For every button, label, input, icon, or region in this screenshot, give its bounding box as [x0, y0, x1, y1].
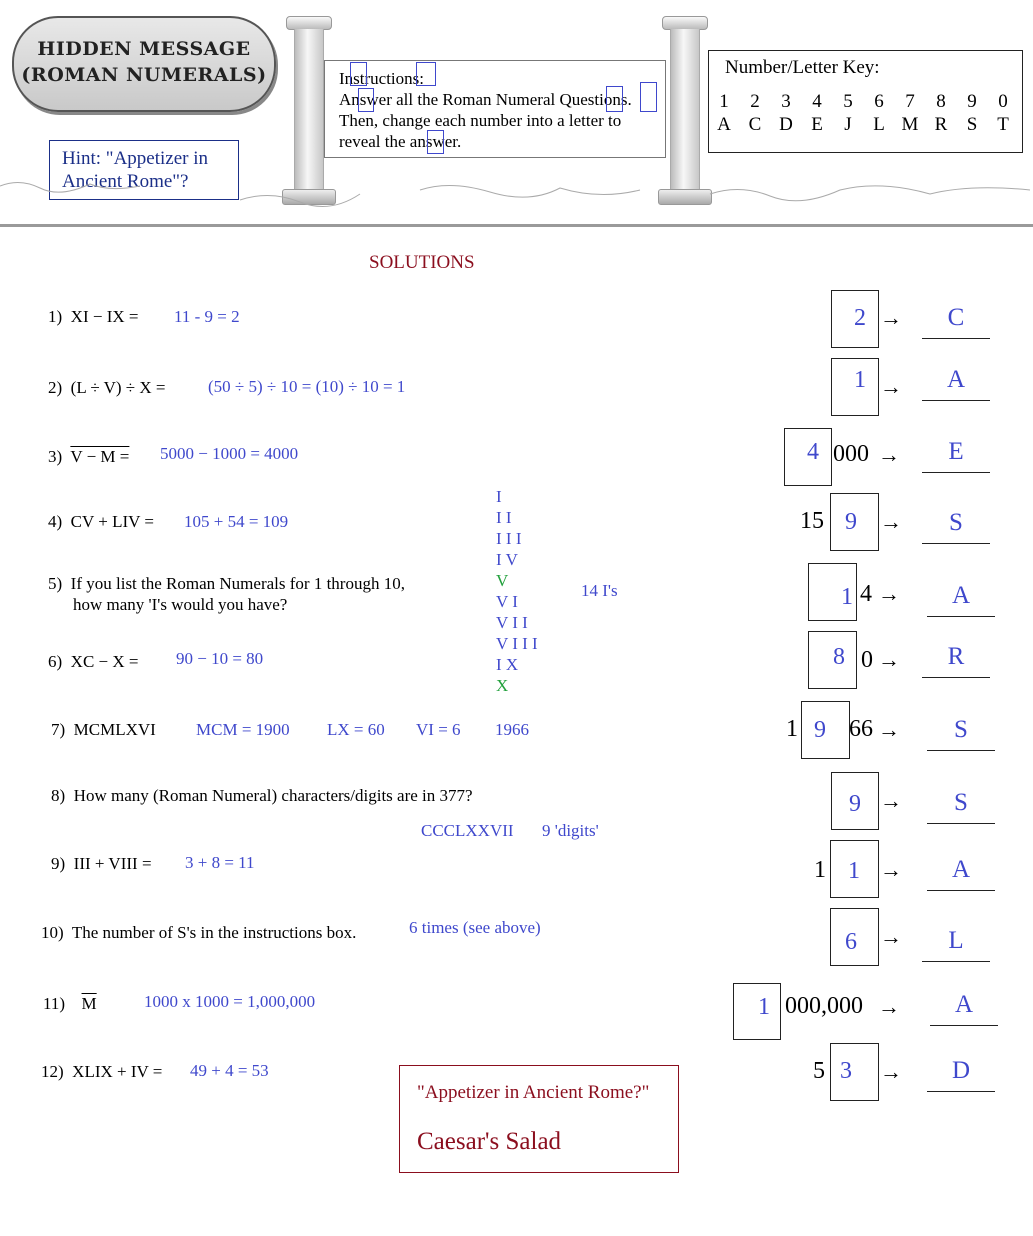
work-12: 49 + 4 = 53: [190, 1061, 269, 1080]
title-line-1: HIDDEN MESSAGE: [37, 38, 251, 60]
arrow-icon: →: [878, 994, 900, 1019]
answer-letter: C: [922, 298, 990, 339]
arrow-icon: →: [880, 857, 902, 882]
arrow-icon: →: [880, 374, 902, 399]
answer-letter: A: [922, 360, 990, 401]
question-8: 8) How many (Roman Numeral) characters/digits are in 377?: [51, 786, 473, 805]
answer-letter: R: [922, 637, 990, 678]
digit-suffix: 4: [860, 581, 872, 607]
question-3: 3) V − M =: [48, 447, 130, 466]
digit-box: 9: [831, 772, 879, 830]
answer-letter: D: [927, 1051, 995, 1092]
digit-box: 3: [830, 1043, 879, 1101]
digit-prefix: 1: [814, 857, 826, 883]
digit-box: 6: [830, 908, 879, 966]
key-number: 5: [843, 91, 853, 112]
work-7a: MCM = 1900: [196, 720, 290, 739]
work-9: 3 + 8 = 11: [185, 853, 255, 872]
s-highlight: [606, 86, 623, 112]
arrow-icon: →: [878, 717, 900, 742]
digit-box: 1: [808, 563, 857, 621]
answer-letter: S: [922, 503, 990, 544]
work-5: 14 I's: [581, 581, 618, 600]
question-1: 1) XI − IX =: [48, 307, 139, 326]
key-number: 7: [905, 91, 915, 112]
work-8b: 9 'digits': [542, 821, 599, 840]
answer-letter: A: [927, 850, 995, 891]
key-title: Number/Letter Key:: [725, 57, 880, 78]
answer-letter: E: [922, 432, 990, 473]
answer-letter: A: [927, 576, 995, 617]
key-number: 9: [967, 91, 977, 112]
arrow-icon: →: [880, 924, 902, 949]
question-2: 2) (L ÷ V) ÷ X =: [48, 378, 166, 397]
digit-prefix: 5: [813, 1058, 825, 1084]
key-letter: M: [901, 114, 919, 135]
question-4: 4) CV + LIV =: [48, 512, 154, 531]
digit-box: 9: [801, 701, 850, 759]
work-10: 6 times (see above): [409, 918, 541, 937]
solutions-label: SOLUTIONS: [369, 252, 475, 273]
title-line-2: (ROMAN NUMERALS): [21, 64, 267, 86]
work-7d: 1966: [495, 720, 529, 739]
arrow-icon: →: [878, 442, 900, 467]
key-letter: C: [748, 114, 762, 135]
digit-suffix: 0: [861, 647, 873, 673]
question-10: 10) The number of S's in the instructions box.: [41, 923, 357, 942]
arrow-icon: →: [878, 581, 900, 606]
final-answer-box: [399, 1065, 679, 1173]
key-letter: T: [997, 114, 1009, 135]
key-number: 0: [998, 91, 1008, 112]
work-7b: LX = 60: [327, 720, 385, 739]
digit-prefix: 15: [800, 508, 824, 534]
answer-letter: S: [927, 710, 995, 751]
roman-list: I I I I I I I V V V I V I I V I I I I X X: [496, 487, 538, 695]
question-5: 5) If you list the Roman Numerals for 1 through 10,: [48, 574, 405, 593]
hint-box: Hint: "Appetizer in Ancient Rome"?: [49, 140, 239, 200]
answer-letter: L: [922, 921, 990, 962]
question-5-line-2: how many 'I's would you have?: [73, 595, 288, 614]
arrow-icon: →: [880, 788, 902, 813]
instructions-text: Answer all the Roman Numeral Questions. Then, change each number into a letter to reveal the answer.: [339, 90, 632, 151]
s-highlight: [427, 130, 444, 154]
key-number: 2: [750, 91, 760, 112]
work-6: 90 − 10 = 80: [176, 649, 264, 668]
final-answer-question: "Appetizer in Ancient Rome?": [417, 1082, 650, 1103]
arrow-icon: →: [880, 305, 902, 330]
question-9: 9) III + VIII =: [51, 854, 152, 873]
key-number: 4: [812, 91, 822, 112]
s-highlight: [416, 62, 436, 86]
key-letter: S: [966, 114, 978, 135]
digit-box: 1: [831, 358, 879, 416]
work-11: 1000 x 1000 = 1,000,000: [144, 992, 316, 1011]
key-number: 3: [781, 91, 791, 112]
question-7: 7) MCMLXVI: [51, 720, 156, 739]
digit-suffix: 000,000: [785, 993, 863, 1019]
key-number: 6: [874, 91, 884, 112]
digit-box: 1: [733, 983, 781, 1040]
final-answer-text: Caesar's Salad: [417, 1128, 562, 1155]
key-number: 1: [719, 91, 729, 112]
arrow-icon: →: [880, 1059, 902, 1084]
digit-box: 1: [830, 840, 879, 898]
key-letter: E: [811, 114, 823, 135]
digit-box: 2: [831, 290, 879, 348]
work-1: 11 - 9 = 2: [174, 307, 240, 326]
instructions-label: Instructions:: [339, 69, 424, 88]
question-12: 12) XLIX + IV =: [41, 1062, 163, 1081]
title-banner: [12, 16, 276, 112]
work-4: 105 + 54 = 109: [184, 512, 289, 531]
number-letter-key: [708, 50, 1023, 153]
header-divider: [0, 224, 1033, 227]
work-7c: VI = 6: [416, 720, 461, 739]
key-number: 8: [936, 91, 946, 112]
work-3: 5000 − 1000 = 4000: [160, 444, 299, 463]
s-highlight: [358, 88, 374, 112]
key-letter: D: [779, 114, 793, 135]
digit-box: 9: [830, 493, 879, 551]
s-highlight: [350, 62, 367, 86]
question-11: 11) $\overline{M}$: [43, 994, 97, 1013]
key-letter: L: [873, 114, 885, 135]
question-6: 6) XC − X =: [48, 652, 139, 671]
cloud-decoration: [0, 160, 1033, 220]
digit-suffix: 66: [849, 716, 873, 742]
key-letter: J: [844, 114, 852, 135]
work-2: (50 ÷ 5) ÷ 10 = (10) ÷ 10 = 1: [208, 377, 406, 396]
digit-box: 8: [808, 631, 857, 689]
work-8a: CCCLXXVII: [421, 821, 514, 840]
digit-prefix: 1: [786, 716, 798, 742]
arrow-icon: →: [878, 647, 900, 672]
digit-suffix: 000: [833, 441, 869, 467]
arrow-icon: →: [880, 509, 902, 534]
s-highlight: [640, 82, 657, 112]
answer-letter: A: [930, 985, 998, 1026]
key-letter: R: [934, 114, 948, 135]
key-letter: A: [717, 114, 731, 135]
digit-box: 4: [784, 428, 832, 486]
answer-letter: S: [927, 783, 995, 824]
